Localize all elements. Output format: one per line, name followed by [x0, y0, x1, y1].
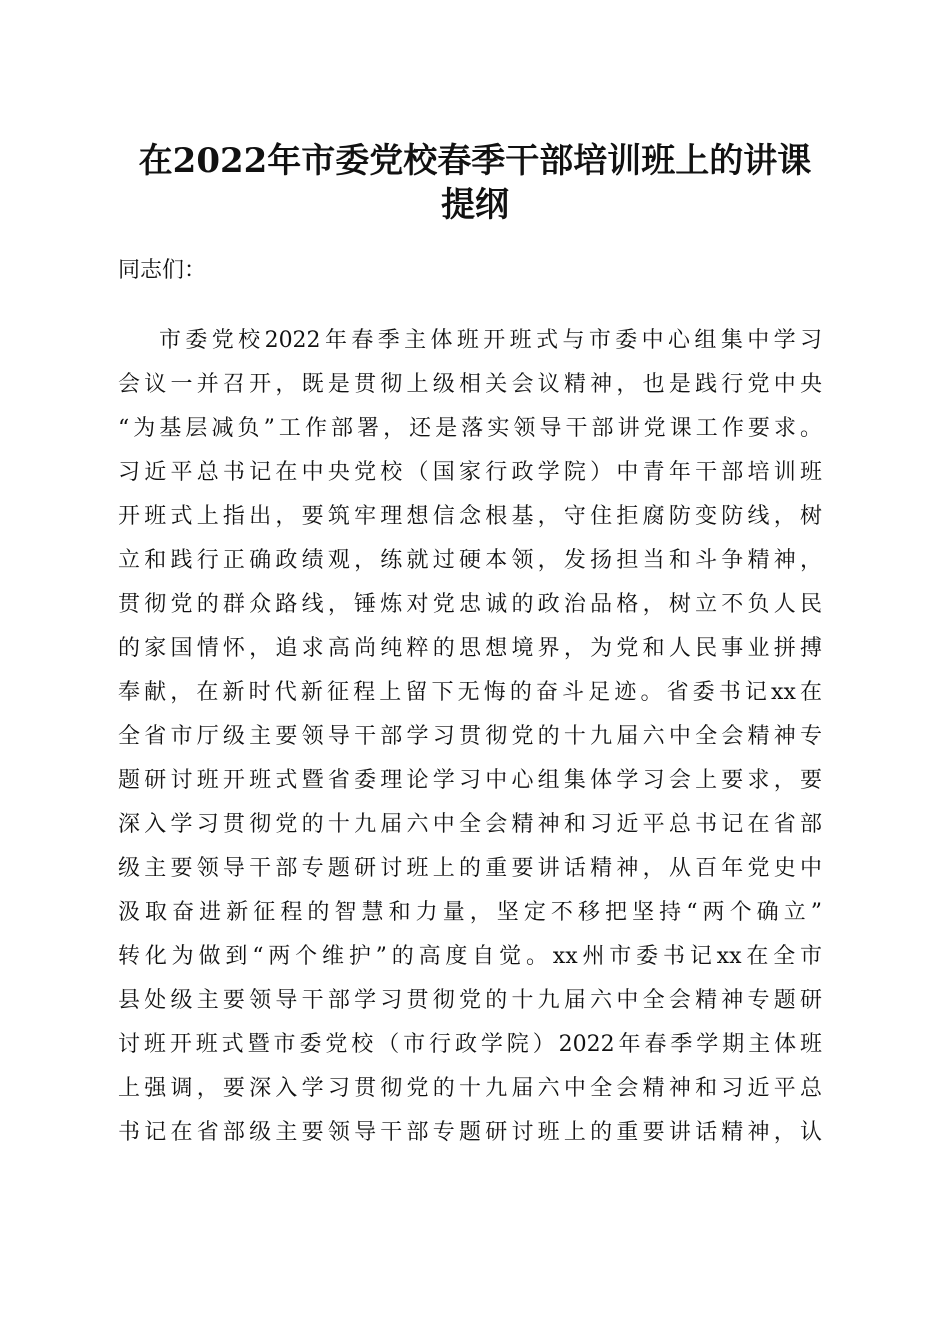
- body-line: 会议一并召开，既是贯彻上级相关会议精神，也是践行党中央: [118, 372, 822, 397]
- body-line: 开班式上指出，要筑牢理想信念根基，守住拒腐防变防线，树: [118, 504, 822, 529]
- body-line: 汲取奋进新征程的智慧和力量，坚定不移把坚持“两个确立”: [118, 900, 822, 925]
- body-line: 习近平总书记在中央党校（国家行政学院）中青年干部培训班: [118, 460, 822, 485]
- document-title-line-2: 提纲: [441, 185, 509, 225]
- body-line: 题研讨班开班式暨省委理论学习中心组集体学习会上要求，要: [118, 768, 822, 793]
- body-line: 市委党校2022年春季主体班开班式与市委中心组集中学习: [159, 328, 822, 353]
- body-line: 转化为做到“两个维护”的高度自觉。xx州市委书记xx在全市: [118, 944, 822, 969]
- document-title-line-1: 在2022年市委党校春季干部培训班上的讲课: [138, 141, 812, 181]
- body-line: 深入学习贯彻党的十九届六中全会精神和习近平总书记在省部: [118, 812, 822, 837]
- body-line: 讨班开班式暨市委党校（市行政学院）2022年春季学期主体班: [118, 1032, 822, 1057]
- body-line: 奉献，在新时代新征程上留下无悔的奋斗足迹。省委书记xx在: [118, 680, 822, 705]
- body-line: 上强调，要深入学习贯彻党的十九届六中全会精神和习近平总: [118, 1076, 822, 1101]
- body-line: 贯彻党的群众路线，锤炼对党忠诚的政治品格，树立不负人民: [118, 592, 822, 617]
- body-line: 立和践行正确政绩观，练就过硬本领，发扬担当和斗争精神，: [118, 548, 822, 573]
- body-line: 级主要领导干部专题研讨班上的重要讲话精神，从百年党史中: [118, 856, 822, 881]
- body-line: 的家国情怀，追求高尚纯粹的思想境界，为党和人民事业拼搏: [118, 636, 822, 661]
- body-line: 县处级主要领导干部学习贯彻党的十九届六中全会精神专题研: [118, 988, 822, 1013]
- salutation: 同志们：: [118, 258, 207, 283]
- body-line: “为基层减负”工作部署，还是落实领导干部讲党课工作要求。: [118, 416, 822, 441]
- body-line: 书记在省部级主要领导干部专题研讨班上的重要讲话精神，认: [118, 1120, 822, 1145]
- body-line: 全省市厅级主要领导干部学习贯彻党的十九届六中全会精神专: [118, 724, 822, 749]
